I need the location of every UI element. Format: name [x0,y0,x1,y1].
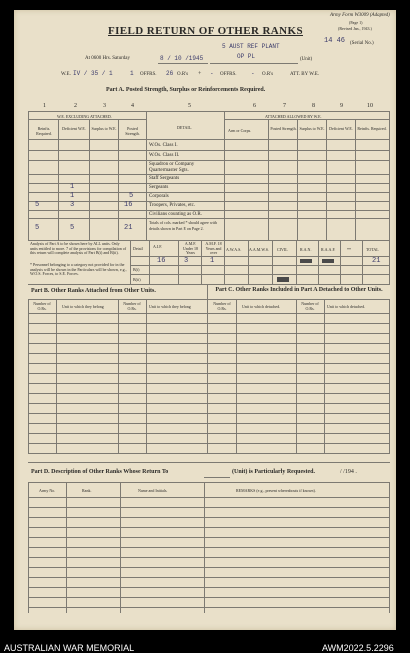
part-bc-col-rule [28,299,29,454]
part-d-row-rule [28,577,390,578]
part-bc-col-rule [324,299,325,454]
detail-civilians: Civilians counting as O.R. [149,212,202,217]
part-bc-row-rule [28,393,390,394]
ran-blackout-mark [300,259,312,263]
analysis-vrule [272,240,273,284]
analysis-row-detail: Detail [133,246,143,251]
analysis-vrule [296,240,297,284]
analysis-header-total: TOTAL [366,247,379,252]
unit-typed-line1: 5 AUST REF PLANT [222,43,280,50]
part-d-col-rule [66,482,67,613]
attached-group-rule [224,119,390,120]
part-a-vrule [89,119,90,240]
col-header-surplus: Surplus to W.E. [91,126,117,131]
part-b-col-unit: Unit to which they belong [62,304,104,309]
part-bc-row-rule [28,313,390,314]
footer-accession-number: AWM2022.5.2296 [322,643,394,653]
col-number-3: 3 [103,103,106,109]
analysis-vrule [130,240,131,284]
attached-ors-value: - [251,70,255,77]
part-d-row-rule [28,597,390,598]
part-a-vrule [326,119,327,240]
part-b-col-number: Number of O.Rs. [33,301,51,311]
troopers-posted: 16 [124,201,133,209]
form-number-line2: (Page 1) [349,20,363,25]
report-time-label: At 0600 Hrs. Saturday [85,56,130,61]
part-a-vrule [58,119,59,240]
analysis-rule [130,265,390,266]
part-bc-col-rule [118,299,119,454]
part-a-vrule [389,111,390,240]
part-d-col-rule [120,482,121,613]
corporals-posted: 5 [129,192,134,200]
detail-troopers: Troopers, Privates, etc. [149,203,196,208]
part-bc-row-rule [28,333,390,334]
unit-underline [210,63,298,64]
part-d-header-top-rule [28,482,390,483]
part-c-col-number-2: Number of O.Rs. [301,301,319,311]
part-c-title: Part C. Other Ranks Included in Part A Detached to Other Units. [215,287,383,293]
analysis-footnote: * Personnel belonging to a category not provided for in the analysis will be shown in the Particulars will be shown, e.g., W.O.S. Forces, to S.E. Forces. [30,262,127,276]
part-bc-col-rule [207,299,208,454]
detail-row-rule [28,174,390,175]
part-bc-col-rule [296,299,297,454]
part-a-top-rule [28,111,390,112]
detail-wo-class-2: W.Os. Class II. [149,153,180,158]
part-bc-row-rule [28,323,390,324]
analysis-vrule [149,240,150,284]
analysis-header-awas: A.W.A.S. [226,247,242,252]
detail-row-rule [28,218,390,219]
detail-row-rule [28,210,390,211]
part-bc-row-rule [28,363,390,364]
col-header-attached-surplus: Surplus to W.E. [299,126,325,131]
analysis-bottom-rule [28,284,390,285]
part-bc-row-rule [28,383,390,384]
part-a-vrule [268,119,269,240]
totals-reinfts: 5 [35,224,40,232]
part-c-col-unit-2: Unit to which detached. [327,304,366,309]
analysis-header-aif: A.I.F. [153,244,163,249]
part-d-row-rule [28,527,390,528]
part-bc-row-rule [28,443,390,444]
attached-by-we-label: ATT. BY W.E. [290,72,320,77]
part-d-title-mid: (Unit) is Particularly Requested. [232,469,315,475]
unit-label: (Unit) [300,57,313,62]
analysis-vrule [362,240,363,284]
part-bc-row-rule [28,373,390,374]
part-d-row-rule [28,507,390,508]
analysis-rule [130,274,390,275]
analysis-total-value: 21 [372,257,381,265]
totals-deficient: 5 [70,224,75,232]
detail-totals-note: Totals of cols. marked * should agree with details shown in Part E on Page 2. [149,220,217,231]
detail-staff-sergeants: Staff Sergeants [149,176,180,181]
analysis-header-over18: A.M.F. 18 Years and over [205,241,222,255]
troopers-deficient: 3 [70,201,75,209]
detail-cqms: Squadron or Company Quartermaster Sgts. [149,162,195,173]
other-ranks-label: O.R's [177,72,189,77]
detail-row-rule [28,192,390,193]
detail-row-rule [28,150,390,151]
col-header-attached-reinfts: Reinfts. Required. [357,126,387,131]
detail-row-rule [28,183,390,184]
analysis-row-bi: B(i) [133,267,140,272]
officers-value: 1 [130,70,134,77]
analysis-header-under18: A.M.F. Under 18 Years [183,241,198,255]
raaf-blackout-mark [322,259,334,263]
analysis-row-bii: B(ii) [133,277,141,282]
part-c-col-unit: Unit to which detached. [242,304,281,309]
part-bc-row-rule [28,423,390,424]
part-bc-row-rule [28,403,390,404]
analysis-over18-value: 1 [210,257,215,265]
part-d-row-rule [28,537,390,538]
part-a-header-bottom-rule [28,139,390,140]
part-d-title: Part D. Description of Other Ranks Whose Return To [31,469,169,475]
civil-blackout-mark [277,277,289,282]
part-a-vrule [28,111,29,240]
detail-corporals: Corporals [149,194,169,199]
part-bc-col-rule [389,299,390,454]
part-bc-col-rule [56,299,57,454]
col-number-2: 2 [74,103,77,109]
col-number-7: 7 [283,103,286,109]
officers-label: OFFRS. [140,72,157,77]
analysis-under18-value: 3 [184,257,189,265]
detail-row-rule [28,201,390,202]
part-bc-row-rule [28,453,390,454]
col-header-reinfts-required: Reinfts. Required. [36,126,52,136]
part-d-row-rule [28,587,390,588]
part-d-col-rank: Rank. [82,488,92,493]
col-number-4: 4 [131,103,134,109]
analysis-header-ran: R.A.N. [300,247,312,252]
part-bc-row-rule [28,353,390,354]
date-underline [158,63,208,64]
part-bc-col-rule [146,299,147,454]
col-header-attached-deficient: Deficient W.E. [329,126,353,131]
part-bc-row-rule [28,413,390,414]
part-d-col-rule [389,482,390,613]
sergeants-deficient: 1 [70,183,75,191]
part-a-vrule [297,119,298,240]
part-d-row-rule [28,567,390,568]
analysis-header-aamws: A.A.M.W.S. [249,247,269,252]
part-d-col-army-no: Army No. [39,488,56,493]
part-d-col-rule [28,482,29,613]
part-d-col-remarks: REMARKS (e.g., present whereabouts if known). [236,488,316,493]
analysis-vrule [340,240,341,284]
detail-sergeants: Sergeants [149,185,169,190]
serial-number-label: (Serial No.) [350,41,374,46]
part-a-vrule [224,111,225,240]
analysis-vrule [224,240,225,284]
part-b-col-number-2: Number of O.Rs. [123,301,141,311]
troopers-reinfts: 5 [35,201,40,209]
part-a-vrule [146,111,147,240]
part-bc-row-rule [28,433,390,434]
analysis-vrule [318,240,319,284]
attached-officers-label: OFFRS. [220,72,237,77]
part-a-vrule [355,119,356,240]
we-value: IV / 35 / 1 [73,70,113,77]
part-d-row-rule [28,497,390,498]
col-number-5: 5 [188,103,191,109]
analysis-note: Analysis of Part A to be shown here by ALL units. Only units entitled to more. 7 of the provisions for compilation of this return will complete analysis of Part B(i) and B(ii). [30,241,127,255]
analysis-vrule [178,240,179,284]
archive-footer [0,631,410,653]
part-d-title-date: / /194 . [340,469,357,475]
footer-institution: AUSTRALIAN WAR MEMORIAL [4,643,135,653]
plus-sign: + [198,71,202,77]
analysis-vrule [389,240,390,284]
col-number-1: 1 [43,103,46,109]
part-b-col-unit-2: Unit to which they belong [149,304,191,309]
col-header-deficient: Deficient W.E. [62,126,86,131]
detail-header: DETAIL. [177,125,193,130]
analysis-header-civil: CIVIL [277,247,288,252]
we-group-header: W.E. EXCLUDING ATTACHED. [57,114,112,119]
serial-number-value: 14 46 [324,37,346,45]
part-d-col-rule [204,482,205,613]
analysis-rule [130,256,390,257]
part-d-row-rule [28,557,390,558]
we-group-rule [28,119,146,120]
report-date: 8 / 10 /1945 [160,55,204,62]
form-number-line3: (Revised Jan., 1943.) [338,26,372,31]
attached-officers-value: - [210,70,214,77]
col-header-attached-posted: Posted Strength. [270,126,297,131]
corporals-deficient: 1 [70,192,75,200]
analysis-aif-value: 16 [157,257,166,265]
col-header-posted-strength: Posted Strength. [125,126,140,136]
part-d-row-rule [28,517,390,518]
col-number-9: 9 [340,103,343,109]
we-label: W.E. [61,72,71,77]
part-d-unit-underline [204,477,230,478]
col-number-8: 8 [312,103,315,109]
other-ranks-value: 26 [166,70,174,77]
attached-ors-label: O.R's [262,72,274,77]
analysis-header-raaf: R.A.A.F. [321,247,336,252]
part-c-col-number: Number of O.Rs. [213,301,231,311]
col-header-arm-corps: Arm or Corps. [228,128,252,133]
part-d-top-rule [28,462,390,463]
detail-wo-class-1: W.Os. Class I. [149,143,178,148]
unit-typed-line2: OP PL [237,53,256,60]
part-a-title: Part A. Posted Strength, Surplus or Reinforcements Required. [106,87,266,93]
form-title: FIELD RETURN OF OTHER RANKS [108,25,303,37]
detail-row-rule [28,160,390,161]
attached-group-header: ATTACHED ALLOWED BY W.E. [265,114,322,119]
part-bc-row-rule [28,343,390,344]
col-number-10: 10 [367,103,373,109]
part-a-vrule [118,119,119,240]
part-d-row-rule [28,547,390,548]
part-bc-header-top-rule [28,299,390,300]
col-number-6: 6 [253,103,256,109]
part-d-row-rule [28,607,390,608]
form-number-line1: Army Form W3009 (Adapted) [330,13,390,18]
part-b-title: Part B. Other Ranks Attached from Other Units. [31,288,156,294]
analysis-header-other: ** [347,247,351,252]
analysis-vrule [201,240,202,284]
part-d-col-name: Name and Initials. [138,488,168,493]
totals-posted: 21 [124,224,133,232]
part-bc-col-rule [236,299,237,454]
